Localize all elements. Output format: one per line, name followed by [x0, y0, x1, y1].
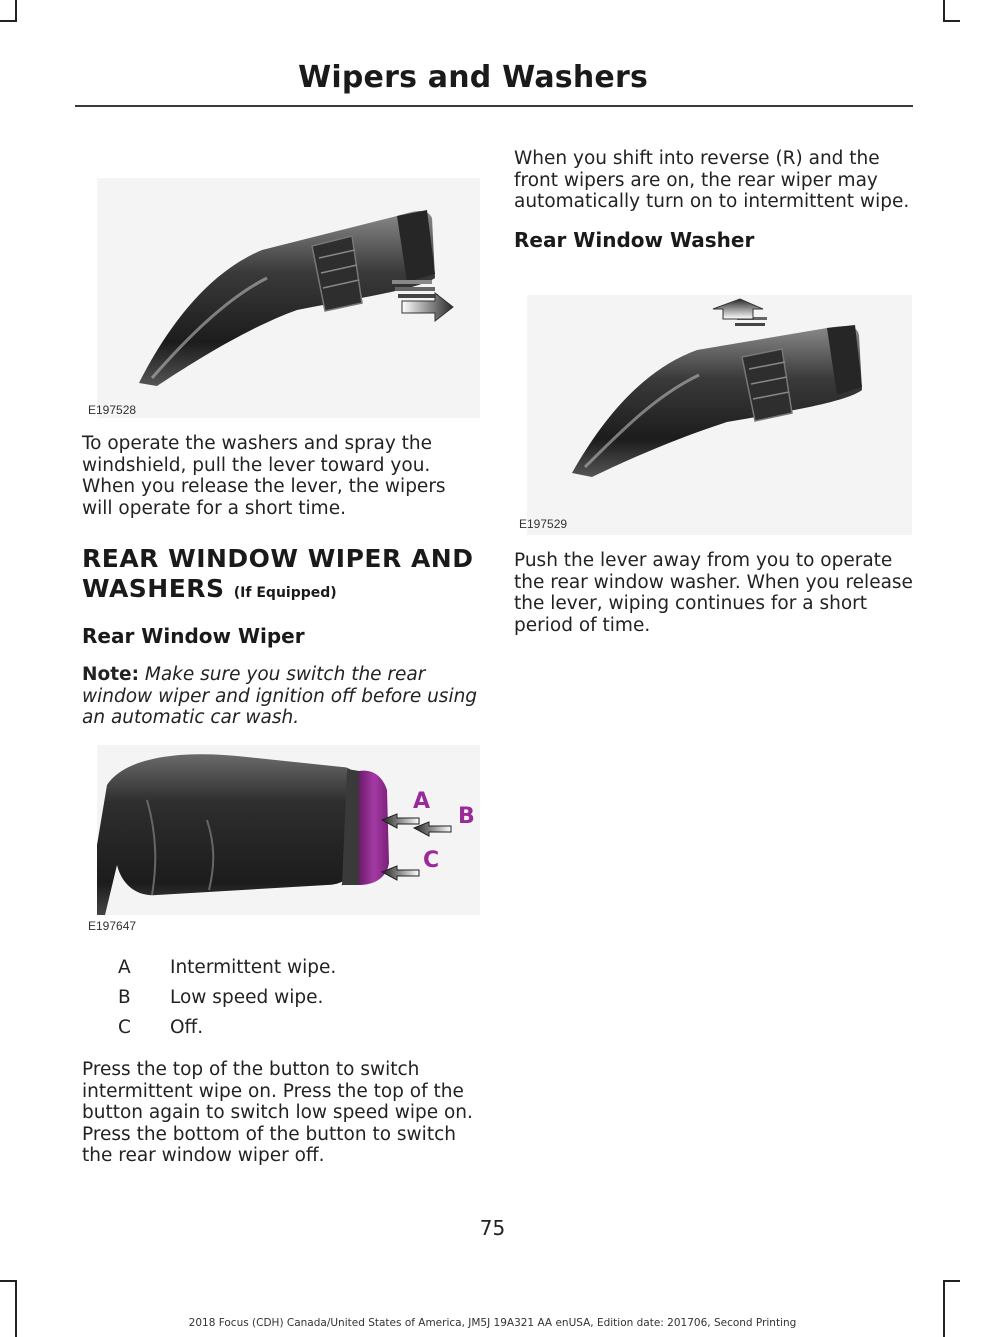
rear-window-washer-heading: Rear Window Washer	[514, 228, 755, 252]
figure-code: E197528	[88, 403, 137, 417]
section-heading-suffix: (If Equipped)	[233, 585, 337, 601]
callout-c: C	[423, 848, 440, 873]
crop-mark	[15, 0, 17, 22]
rear-window-wiper-heading: Rear Window Wiper	[82, 624, 305, 648]
figure-code: E197647	[88, 919, 137, 933]
legend-value: Intermittent wipe.	[170, 957, 337, 978]
rear-washer-lever-illustration	[519, 295, 912, 535]
reverse-paragraph: When you shift into reverse (R) and the front wipers are on, the rear wiper may automatically turn on to intermittent wipe.	[514, 148, 910, 212]
front-washer-lever-illustration	[88, 178, 480, 418]
crop-mark	[943, 1280, 960, 1282]
crop-mark	[943, 20, 960, 22]
header-rule	[75, 105, 913, 107]
arrow-b-icon	[414, 822, 451, 836]
section-heading-text: REAR WINDOW WIPER AND WASHERS	[82, 544, 474, 603]
button-operation-paragraph: Press the top of the button to switch intermittent wipe on. Press the top of the button again to switch low speed wipe on. Press the bottom of the button to switch the rear window wiper off.	[82, 1059, 473, 1166]
note-text: Make sure you switch the rear window wiper and ignition off before using an automatic car wash.	[82, 664, 478, 728]
page-header-title: Wipers and Washers	[298, 60, 648, 95]
legend-value: Off.	[170, 1017, 204, 1038]
callout-b: B	[458, 804, 475, 829]
rear-wiper-button-illustration	[88, 745, 480, 933]
push-lever-paragraph: Push the lever away from you to operate the rear window washer. When you release the lever, wiping continues for a short period of time.	[514, 550, 913, 636]
washer-operation-paragraph: To operate the washers and spray the windshield, pull the lever toward you. When you release the lever, the wipers will operate for a short time.	[82, 433, 446, 519]
legend-key: B	[118, 987, 131, 1008]
crop-mark	[943, 0, 945, 22]
page-number: 75	[479, 1216, 506, 1240]
crop-mark	[0, 1280, 17, 1282]
legend-value: Low speed wipe.	[170, 987, 324, 1008]
crop-mark	[0, 20, 17, 22]
arrow-away-icon	[713, 299, 767, 326]
figure-code: E197529	[519, 517, 568, 531]
note	[82, 664, 478, 729]
callout-a: A	[413, 789, 431, 814]
footer-edition-text: 2018 Focus (CDH) Canada/United States of America, JM5J 19A321 AA enUSA, Edition date: 201706, Second Printing	[188, 1317, 797, 1329]
legend-key: C	[118, 1017, 131, 1038]
note-label: Note:	[82, 664, 139, 685]
section-heading	[82, 544, 482, 608]
legend-key: A	[118, 957, 131, 978]
